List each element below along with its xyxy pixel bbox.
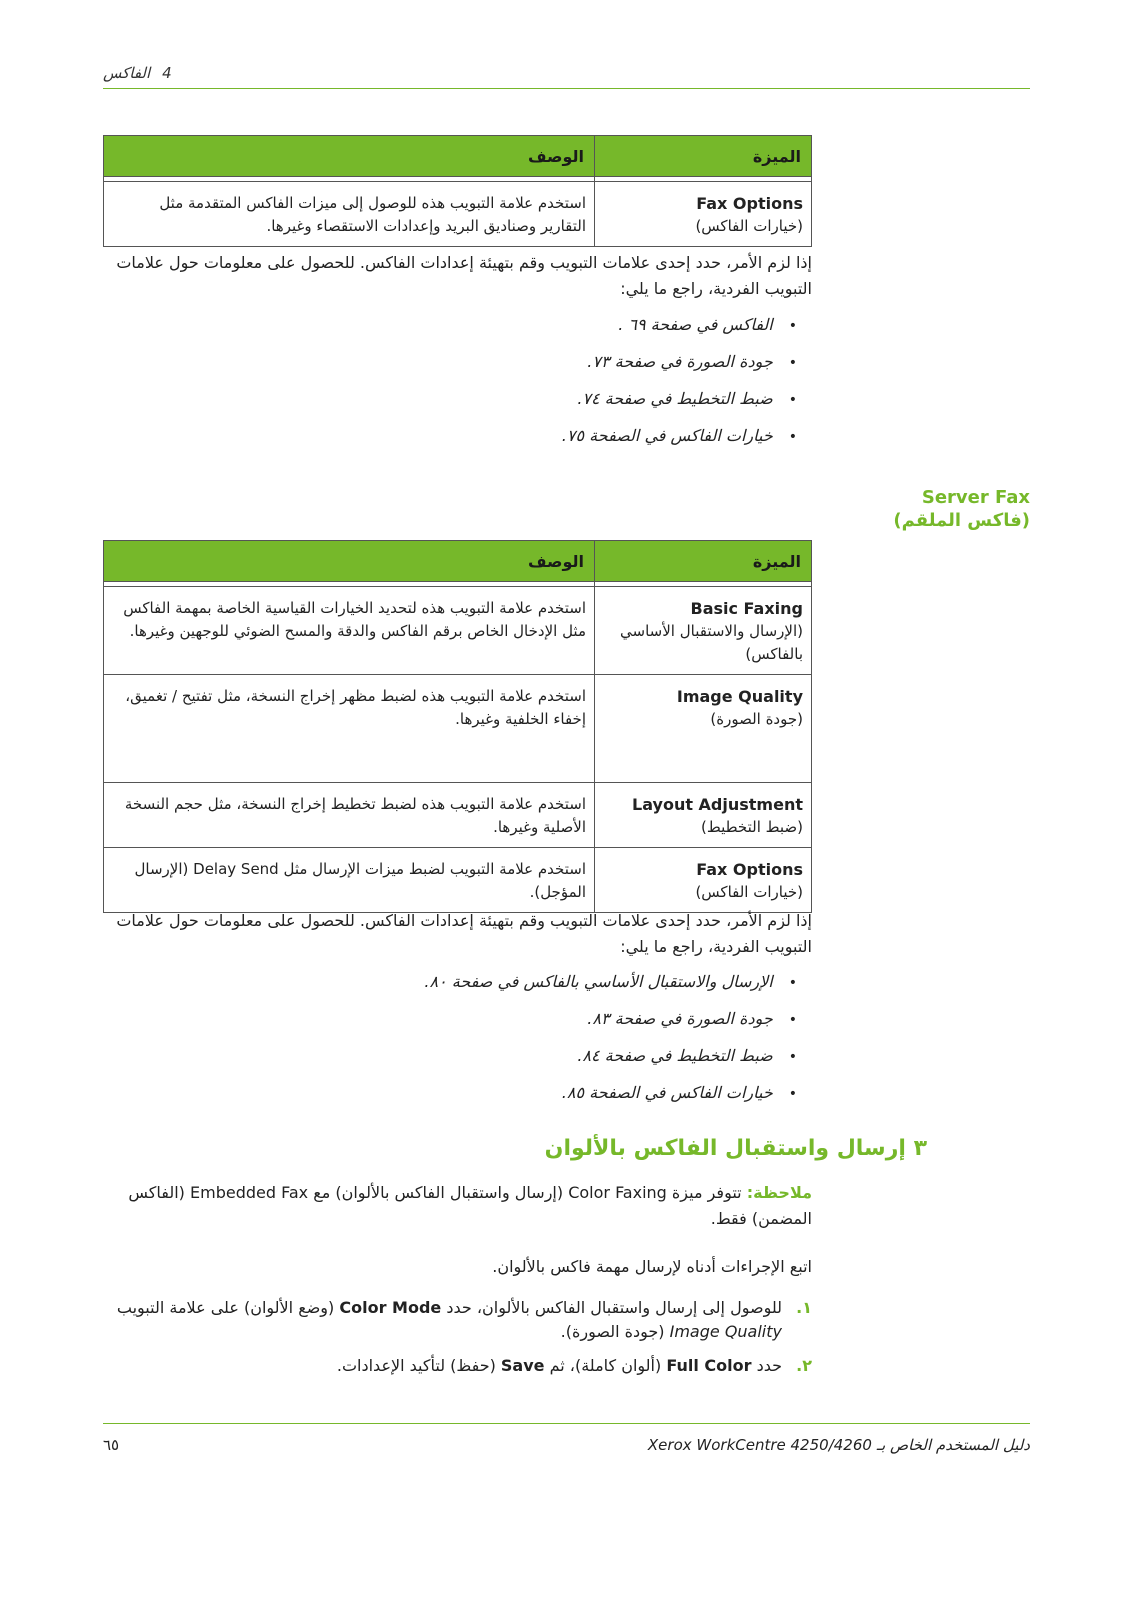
list-item: • الإرسال والاستقبال الأساسي بالفاكس في صفحة ٨٠. bbox=[297, 964, 797, 1001]
note-label: ملاحظة: bbox=[746, 1183, 812, 1202]
table-row bbox=[104, 783, 812, 848]
feature-subtitle: (خيارات الفاكس) bbox=[695, 883, 803, 901]
description-cell: استخدم علامة التبويب هذه لضبط تخطيط إخراج النسخة، مثل حجم النسخة الأصلية وغيرها. bbox=[104, 783, 595, 848]
section-subtitle: (فاكس الملقم) bbox=[893, 510, 1030, 531]
feature-name: Layout Adjustment bbox=[632, 795, 803, 814]
step-text-part: حدد bbox=[751, 1356, 782, 1375]
feature-table-2 bbox=[103, 540, 812, 913]
list-item bbox=[102, 1296, 812, 1344]
steps-list bbox=[102, 1296, 812, 1388]
feature-subtitle: (ضبط التخطيط) bbox=[701, 818, 803, 836]
list-item bbox=[102, 1354, 812, 1378]
intro-paragraph-1: إذا لزم الأمر، حدد إحدى علامات التبويب وقم بتهيئة إعدادات الفاكس. للحصول على معلومات حول علامات التبويب الفردية، راجع ما يلي: bbox=[116, 253, 812, 298]
list-item: • ضبط التخطيط في صفحة ٧٤. bbox=[297, 381, 797, 418]
feature-name: Image Quality bbox=[676, 687, 803, 706]
section-title-server-fax bbox=[893, 486, 1030, 532]
page-header bbox=[103, 64, 1030, 84]
table-header-description: الوصف bbox=[104, 541, 595, 582]
table-row bbox=[104, 675, 812, 783]
reference-list-1 bbox=[297, 307, 797, 455]
step-term: Save bbox=[500, 1356, 545, 1375]
list-item: • جودة الصورة في صفحة ٧٣. bbox=[297, 344, 797, 381]
feature-cell bbox=[595, 783, 812, 848]
feature-cell bbox=[595, 848, 812, 913]
step-tab-name: Image Quality bbox=[669, 1322, 782, 1341]
list-item: • جودة الصورة في صفحة ٨٣. bbox=[297, 1001, 797, 1038]
chapter-title: الفاكس bbox=[103, 64, 151, 82]
reference-list-2 bbox=[297, 964, 797, 1112]
table-row bbox=[104, 587, 812, 675]
footer-rule bbox=[103, 1423, 1030, 1424]
table-header-feature: الميزة bbox=[595, 136, 812, 177]
step-text-part: (وضع الألوان) على علامة التبويب bbox=[116, 1298, 340, 1317]
intro-paragraph-2: إذا لزم الأمر، حدد إحدى علامات التبويب وقم بتهيئة إعدادات الفاكس. للحصول على معلومات حول علامات التبويب الفردية، راجع ما يلي: bbox=[116, 911, 812, 956]
instruction-paragraph: اتبع الإجراءات أدناه لإرسال مهمة فاكس بالألوان. bbox=[492, 1257, 812, 1276]
list-item: • ضبط التخطيط في صفحة ٨٤. bbox=[297, 1038, 797, 1075]
feature-cell bbox=[595, 587, 812, 675]
page-number: ٦٥ bbox=[103, 1436, 120, 1454]
feature-name: Fax Options bbox=[696, 860, 803, 879]
step-term: Color Mode bbox=[339, 1298, 442, 1317]
feature-name: Fax Options bbox=[696, 194, 803, 213]
note-text: تتوفر ميزة Color Faxing (إرسال واستقبال الفاكس بالألوان) مع Embedded Fax (الفاكس المضمن) فقط. bbox=[128, 1183, 812, 1228]
feature-cell bbox=[595, 182, 812, 247]
table-row bbox=[104, 848, 812, 913]
list-item: • الفاكس في صفحة ٦٩ . bbox=[297, 307, 797, 344]
feature-subtitle: (جودة الصورة) bbox=[710, 710, 803, 728]
feature-subtitle: (خيارات الفاكس) bbox=[695, 217, 803, 235]
header-rule bbox=[103, 88, 1030, 89]
description-cell: استخدم علامة التبويب لضبط ميزات الإرسال مثل Delay Send (الإرسال المؤجل). bbox=[104, 848, 595, 913]
step-text bbox=[337, 1354, 782, 1378]
step-number: ٢. bbox=[796, 1356, 812, 1375]
guide-title: دليل المستخدم الخاص بـ Xerox WorkCentre 4250/4260 bbox=[647, 1436, 1030, 1454]
step-text-part: (جودة الصورة). bbox=[560, 1322, 670, 1341]
chapter-number: 4 bbox=[162, 64, 172, 82]
step-text-part: (حفظ) لتأكيد الإعدادات. bbox=[336, 1356, 501, 1375]
step-term: Full Color bbox=[666, 1356, 752, 1375]
note-paragraph bbox=[102, 1180, 812, 1232]
description-cell: استخدم علامة التبويب هذه للوصول إلى ميزات الفاكس المتقدمة مثل التقارير وصناديق البريد وإعدادات الاستقصاء وغيرها. bbox=[104, 182, 595, 247]
table-header-feature: الميزة bbox=[595, 541, 812, 582]
feature-name: Basic Faxing bbox=[690, 599, 803, 618]
feature-subtitle: (الإرسال والاستقبال الأساسي بالفاكس) bbox=[620, 622, 803, 663]
description-cell: استخدم علامة التبويب هذه لضبط مظهر إخراج النسخة، مثل تفتيح / تغميق، إخفاء الخلفية وغيرها. bbox=[104, 675, 595, 783]
page-footer bbox=[103, 1436, 1030, 1456]
step-text-part: للوصول إلى إرسال واستقبال الفاكس بالألوان، حدد bbox=[441, 1298, 782, 1317]
feature-cell bbox=[595, 675, 812, 783]
step-number: ١. bbox=[796, 1298, 812, 1317]
chapter-label bbox=[103, 64, 172, 82]
section-title: Server Fax bbox=[921, 487, 1030, 508]
section-heading-color-fax: ٣ إرسال واستقبال الفاكس بالألوان bbox=[544, 1136, 927, 1161]
step-text-part: (ألوان كاملة)، ثم bbox=[544, 1356, 667, 1375]
table-row bbox=[104, 182, 812, 247]
list-item: • خيارات الفاكس في الصفحة ٨٥. bbox=[297, 1075, 797, 1112]
feature-table-1 bbox=[103, 135, 812, 247]
table-header-description: الوصف bbox=[104, 136, 595, 177]
step-text bbox=[102, 1296, 782, 1344]
description-cell: استخدم علامة التبويب هذه لتحديد الخيارات القياسية الخاصة بمهمة الفاكس مثل الإدخال الخاص برقم الفاكس والدقة والمسح الضوئي للوجهين وغيرها. bbox=[104, 587, 595, 675]
list-item: • خيارات الفاكس في الصفحة ٧٥. bbox=[297, 418, 797, 455]
